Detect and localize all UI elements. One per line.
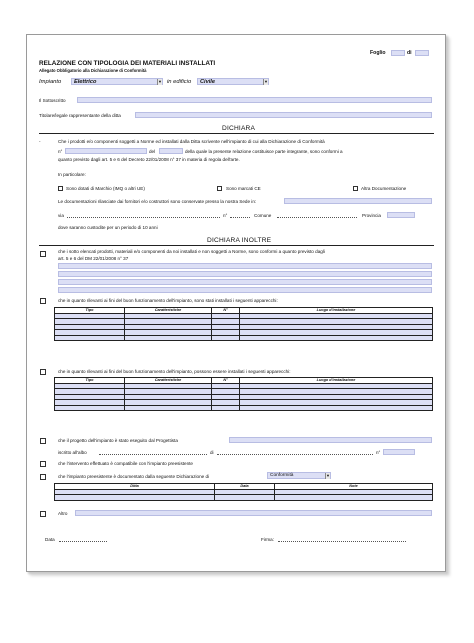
edificio-label: in edificio — [167, 79, 192, 85]
altra-doc-label: Altra Documentazione — [361, 186, 407, 191]
col-caratteristiche: Caratteristiche — [125, 378, 212, 384]
progetto-text: che il progetto dell'impianto è stato eseguito dal Progettista — [58, 438, 178, 443]
provincia-label: Provincia — [362, 213, 381, 218]
installati-checkbox[interactable] — [40, 298, 46, 304]
altro-field[interactable] — [75, 510, 432, 516]
dichiarazione-type-select[interactable] — [267, 472, 331, 479]
table-row — [55, 405, 433, 411]
sottoscritto-field[interactable] — [77, 97, 432, 103]
ce-checkbox[interactable] — [217, 186, 222, 191]
installati-table — [54, 307, 433, 341]
edificio-value: Civile — [200, 79, 215, 85]
inoltre-text-1: che i sotto elencati prodotti, materiali e/o componenti da noi installati e non soggetti a Norme, sono conformi a quanto previsto dagli — [58, 249, 325, 254]
impianto-value: Elettrico — [74, 79, 97, 85]
marchio-label: Sono dotati di Marchio (IMQ o altri UE) — [66, 186, 145, 191]
provincia-field[interactable] — [387, 212, 415, 218]
dichiara-text-1c: quanto previsto dagli art. 5 e 6 del Decreto 22/01/2008 n° 37 in materia di regola dell'arte. — [58, 157, 240, 162]
titolare-label: Titolare/legale rappresentante della ditta — [39, 113, 121, 118]
particolare-label: In particolare: — [58, 172, 86, 177]
page-subtitle: Allegato Obbligatorio alla Dichiarazione di Conformità — [39, 68, 147, 73]
col-tipo: Tipo — [55, 378, 125, 384]
albo-number-field[interactable] — [383, 449, 415, 455]
data-label: Data — [45, 537, 55, 542]
n-label: n° — [58, 149, 63, 154]
preesistente-table — [54, 483, 433, 501]
dichiara-text-1b: della quale la presente relazione costituisce parte integrante, sono conformi a — [185, 149, 343, 154]
dichiarazione-date-field[interactable] — [159, 148, 183, 154]
civico-field[interactable] — [230, 212, 250, 218]
albo-field[interactable] — [99, 449, 207, 455]
iscritto-label: iscritto all'albo — [58, 450, 87, 455]
non-soggetti-field-1[interactable] — [58, 263, 432, 269]
chevron-down-icon[interactable]: ▼ — [158, 79, 162, 84]
section-divider — [39, 133, 434, 134]
impianto-select[interactable] — [71, 78, 163, 85]
foglio-field[interactable] — [391, 50, 405, 56]
progetto-checkbox[interactable] — [40, 438, 46, 444]
col-luogo: Luogo d'installazione — [240, 308, 433, 314]
col-luogo: Luogo d'installazione — [240, 378, 433, 384]
titolare-field[interactable] — [135, 112, 432, 118]
firma-field[interactable] — [278, 536, 406, 542]
dichiara-inoltre-heading: DICHIARA INOLTRE — [207, 237, 272, 244]
edificio-select[interactable] — [197, 78, 269, 85]
section-divider — [39, 245, 434, 246]
col-ditta: Ditta — [55, 484, 215, 490]
di-albo-label: di — [210, 450, 214, 455]
firma-label: Firma: — [261, 537, 275, 542]
dash-bullet: - — [39, 139, 41, 144]
col-data: Data — [215, 484, 275, 490]
custodite-text: dove saranno custodite per un periodo di 10 anni — [58, 225, 158, 230]
sottoscritto-label: Il Sottoscritto — [39, 98, 66, 103]
ce-label: Sono marcati CE — [226, 186, 261, 191]
non-soggetti-field-3[interactable] — [58, 279, 432, 285]
via-label: via — [58, 213, 64, 218]
table-row — [55, 335, 433, 341]
non-soggetti-field-4[interactable] — [58, 287, 432, 293]
installabili-table — [54, 377, 433, 411]
dichiara-text-1: Che i prodotti e/o componenti soggetti a Norme ed installati dalla Ditta scrivente nell'impianto di cui alla Dichiarazione di Conformità — [58, 139, 325, 144]
comune-field[interactable] — [277, 212, 357, 218]
non-soggetti-field-2[interactable] — [58, 271, 432, 277]
n2-label: n° — [223, 213, 228, 218]
dichiara-text-2: Le documentazioni rilasciate dai fornitori e/o costruttori sono conservate presso la nostra Sede in: — [58, 199, 257, 204]
page-title: RELAZIONE CON TIPOLOGIA DEI MATERIALI INSTALLATI — [39, 60, 216, 67]
altro-label: Altro — [58, 511, 68, 516]
chevron-down-icon[interactable]: ▼ — [326, 473, 330, 478]
inoltre-text-2: che in quanto rilevanti ai fini del buon funzionamento dell'impianto, sono stati installati i seguenti apparecchi: — [58, 298, 278, 303]
impianto-label: Impianto — [39, 79, 62, 85]
foglio-total-field[interactable] — [415, 50, 429, 56]
altro-checkbox[interactable] — [40, 511, 46, 517]
n-albo-label: n° — [376, 450, 381, 455]
compatibile-text: che l'intervento effettuato è compatibile con l'impianto preesistente — [58, 461, 193, 466]
dichiara-heading: DICHIARA — [222, 125, 256, 132]
del-label: del — [149, 149, 156, 154]
compatibile-checkbox[interactable] — [40, 461, 46, 467]
data-field[interactable] — [59, 536, 107, 542]
installabili-checkbox[interactable] — [40, 369, 46, 375]
col-tipo: Tipo — [55, 308, 125, 314]
col-numero: N° — [212, 378, 240, 384]
col-caratteristiche: Caratteristiche — [125, 308, 212, 314]
altra-doc-checkbox[interactable] — [353, 186, 358, 191]
form-sheet — [26, 34, 446, 572]
progettista-field[interactable] — [229, 437, 432, 443]
inoltre-text-3: che in quanto rilevanti ai fini del buon funzionamento dell'impianto, possono essere installati i seguenti apparecchi: — [58, 369, 291, 374]
col-note: Note — [275, 484, 433, 490]
chevron-down-icon[interactable]: ▼ — [264, 79, 268, 84]
albo-di-field[interactable] — [217, 449, 373, 455]
col-numero: N° — [212, 308, 240, 314]
comune-label: Comune — [254, 213, 272, 218]
marchio-checkbox[interactable] — [58, 186, 63, 191]
sede-field[interactable] — [284, 198, 432, 204]
preesistente-checkbox[interactable] — [40, 474, 46, 480]
non-soggetti-checkbox[interactable] — [40, 251, 46, 257]
foglio-label: Foglio — [370, 50, 386, 56]
preesistente-text: che l'impianto preesistente è documentato dalla seguente Dichiarazione di — [58, 474, 210, 479]
di-label: di — [407, 50, 412, 56]
dichiarazione-type-value: Conformità — [270, 473, 294, 478]
dichiarazione-number-field[interactable] — [65, 148, 147, 154]
via-field[interactable] — [67, 212, 220, 218]
inoltre-text-1b: art. 5 e 6 del DM 22/01/2008 n° 37 — [58, 256, 129, 261]
table-row — [55, 495, 433, 501]
